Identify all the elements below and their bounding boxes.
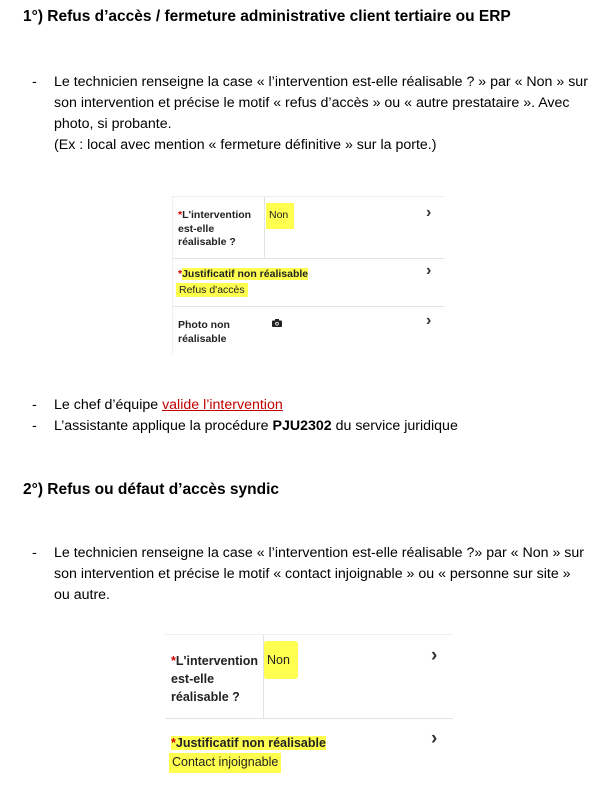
section-1-bullet-3 (54, 416, 458, 437)
field-label-justificatif (171, 735, 326, 751)
paragraph-line: photo, si probante. (54, 116, 172, 132)
bullet-text: Le chef d’équipe (54, 397, 163, 413)
camera-icon[interactable] (272, 319, 282, 327)
label-line: L'intervention (175, 654, 259, 668)
field-label-realisable (178, 209, 251, 250)
label-line: est-elle (178, 222, 215, 235)
label-line: est-elle (171, 672, 215, 687)
bullet-dash: - (32, 397, 37, 413)
field-row-realisable (165, 634, 453, 719)
intervention-form-screenshot-1 (172, 196, 444, 354)
paragraph-line: Le technicien renseigne la case « l’intervention est-elle réalisable ?» par « Non » sur (54, 545, 584, 561)
paragraph-line: ou autre. (54, 587, 111, 603)
section-1-heading: 1°) Refus d’accès / fermeture administrative client tertiaire ou ERP (23, 8, 511, 25)
section-2-paragraph (54, 543, 609, 606)
field-label-justificatif (178, 268, 308, 282)
bullet-dash: - (32, 74, 37, 90)
field-row-justificatif (172, 258, 444, 307)
label-line: réalisable ? (171, 690, 240, 705)
bullet-dash: - (32, 545, 37, 561)
chevron-right-icon[interactable]: › (426, 262, 432, 279)
bullet-dash: - (32, 418, 37, 434)
chevron-right-icon[interactable]: › (426, 312, 432, 329)
section-2-heading: 2°) Refus ou défaut d’accès syndic (23, 481, 279, 498)
field-row-photo (172, 306, 444, 355)
required-marker: * (171, 654, 176, 668)
label-line: réalisable ? (178, 236, 236, 249)
paragraph-line: (Ex : local avec mention « fermeture définitive » sur la porte.) (54, 137, 437, 153)
field-label-realisable (171, 652, 258, 706)
field-value-contact-injoignable[interactable]: Contact injoignable (169, 753, 281, 773)
required-marker: * (171, 736, 176, 750)
field-row-realisable (172, 196, 444, 259)
field-value-non[interactable]: Non (264, 641, 298, 679)
paragraph-line: Le technicien renseigne la case « l’intervention est-elle réalisable ? » par « Non » sur (54, 74, 588, 90)
field-row-justificatif (165, 718, 453, 787)
chevron-right-icon[interactable]: › (426, 204, 432, 221)
section-1-paragraph (54, 72, 609, 156)
chevron-right-icon[interactable]: › (431, 728, 438, 749)
required-marker: * (178, 209, 183, 221)
paragraph-line: son intervention et précise le motif « refus d’accès » ou « autre prestataire ». Avec (54, 95, 570, 111)
section-1-bullet-2 (54, 395, 283, 416)
intervention-form-screenshot-2 (165, 634, 453, 786)
field-value-refus-acces[interactable]: Refus d'accès (176, 283, 248, 297)
label-text: Justificatif non réalisable (175, 736, 326, 750)
label-line: L'intervention (182, 209, 252, 221)
label-line: Photo non (178, 319, 230, 331)
bullet-text: du service juridique (331, 418, 458, 434)
field-value-non[interactable]: Non (266, 203, 294, 229)
label-line: réalisable (178, 332, 227, 345)
paragraph-line: son intervention et précise le motif « contact injoignable » ou « personne sur site » (54, 566, 571, 582)
label-text: Justificatif non réalisable (182, 268, 309, 280)
field-label-photo (178, 319, 230, 346)
chevron-right-icon[interactable]: › (431, 645, 438, 666)
valide-intervention-link[interactable]: valide l’intervention (162, 397, 283, 413)
bullet-text: L’assistante applique la procédure (54, 418, 273, 434)
column-divider (264, 197, 265, 259)
required-marker: * (178, 268, 183, 280)
screenshot-left-edge (172, 196, 173, 354)
procedure-code: PJU2302 (272, 418, 332, 434)
